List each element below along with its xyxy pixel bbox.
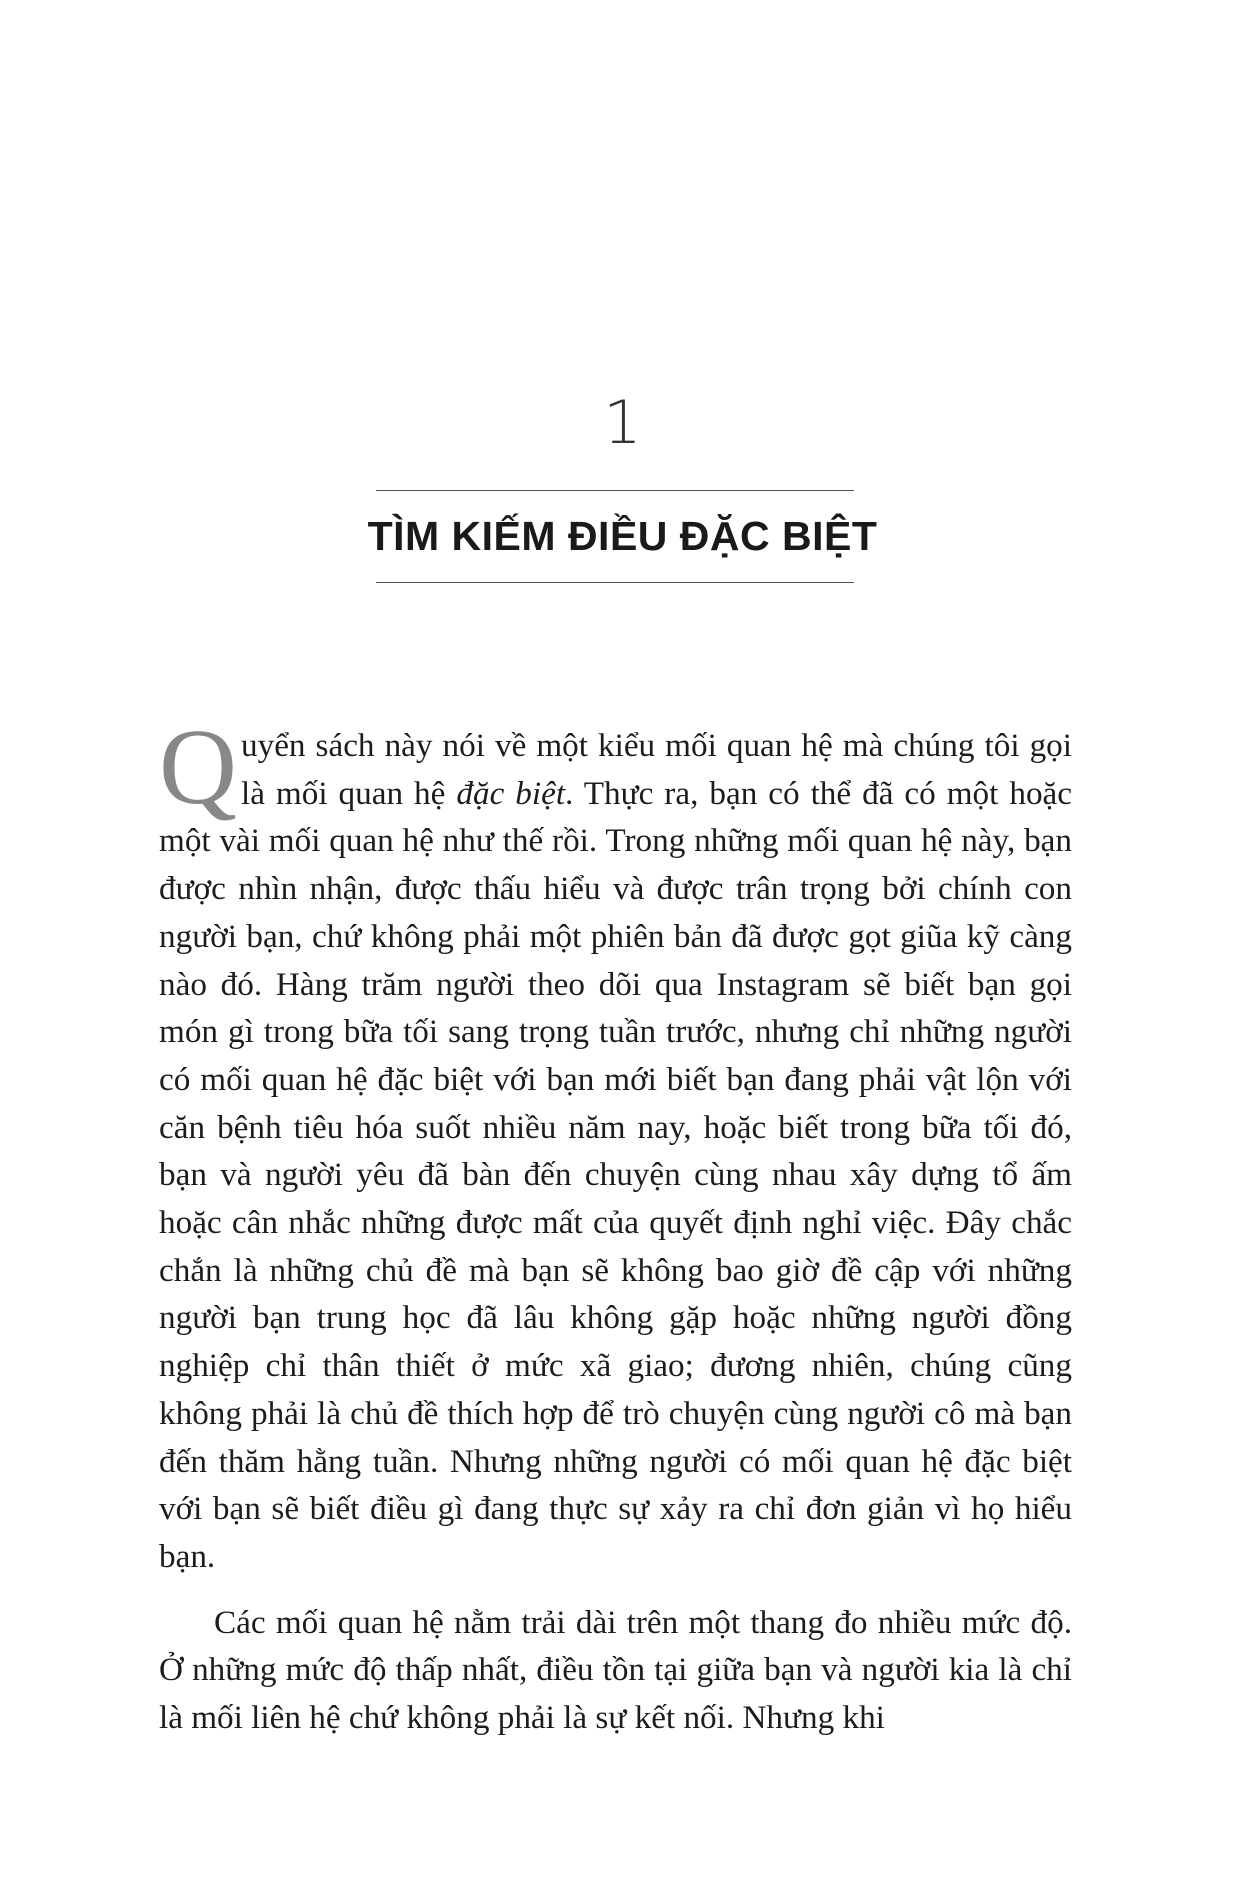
drop-cap: Q <box>159 708 237 827</box>
body-text <box>159 708 1072 1742</box>
chapter-number: 1 <box>603 388 642 458</box>
chapter-title-top-rule <box>376 490 854 491</box>
paragraph-1-text-b: . Thực ra, bạn có thể đã có một hoặc một vài mối quan hệ như thế rồi. Trong những mối quan hệ này, bạn được nhìn nhận, được thấu hiểu và được trân trọng bởi chính con người bạn, chứ không phải một phiên bản đã được gọt giũa kỹ càng nào đó. Hàng trăm người theo dõi qua Instagram sẽ biết bạn gọi món gì trong bữa tối sang trọng tuần trước, nhưng chỉ những người có mối quan hệ đặc biệt với bạn mới biết bạn đang phải vật lộn với căn bệnh tiêu hóa suốt nhiều năm nay, hoặc biết trong bữa tối đó, bạn và người yêu đã bàn đến chuyện cùng nhau xây dựng tổ ấm hoặc cân nhắc những được mất của quyết định nghỉ việc. Đây chắc chắn là những chủ đề mà bạn sẽ không bao giờ đề cập với những người bạn trung học đã lâu không gặp hoặc những người đồng nghiệp chỉ thân thiết ở mức xã giao; đương nhiên, chúng cũng không phải là chủ đề thích hợp để trò chuyện cùng người cô mà bạn đến thăm hằng tuần. Nhưng những người có mối quan hệ đặc biệt với bạn sẽ biết điều gì đang thực sự xảy ra chỉ đơn giản vì họ hiểu bạn. <box>159 774 1072 1575</box>
chapter-title-bottom-rule <box>376 582 854 583</box>
chapter-title: TÌM KIẾM ĐIỀU ĐẶC BIỆT <box>367 513 878 559</box>
paragraph-2: Các mối quan hệ nằm trải dài trên một thang đo nhiều mức độ. Ở những mức độ thấp nhất, điều tồn tại giữa bạn và người kia là chỉ là mối liên hệ chứ không phải là sự kết nối. Nhưng khi <box>159 1603 1072 1737</box>
paragraph-1-emphasis: đặc biệt <box>456 774 566 812</box>
paragraph-1 <box>159 708 1072 1581</box>
paragraph-1-text-a: uyển sách này nói về một kiểu mối quan hệ mà chúng tôi gọi là mối quan hệ <box>241 727 1072 812</box>
